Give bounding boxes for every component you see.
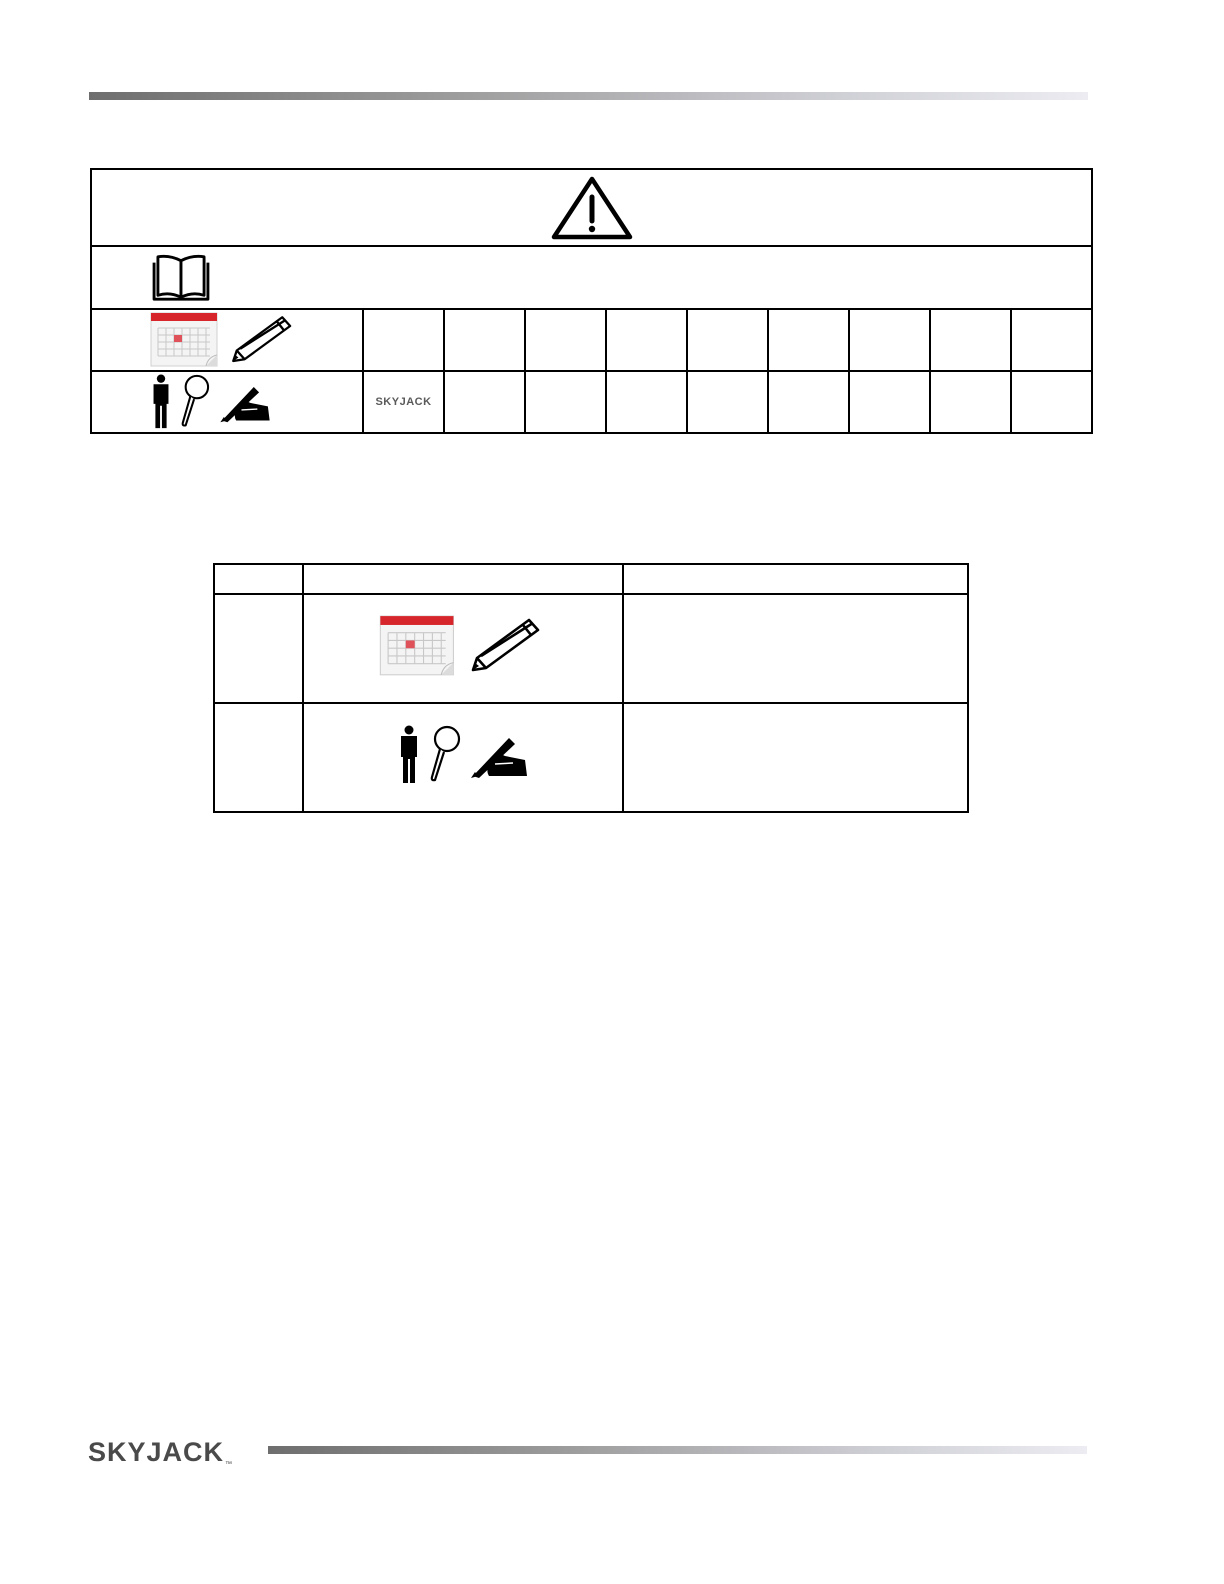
date-entry-cell[interactable] (1011, 309, 1092, 371)
signature-label-cell (91, 371, 363, 433)
footer-rule (268, 1446, 1087, 1454)
footer-logo (88, 1432, 232, 1468)
date-entry-cell[interactable] (525, 309, 606, 371)
signature-entry-cell[interactable] (606, 371, 687, 433)
key-icon-cell (303, 703, 623, 812)
key-description-cell (623, 703, 968, 812)
date-entry-cell[interactable] (768, 309, 849, 371)
key-header-cell (214, 564, 303, 594)
key-header-cell (623, 564, 968, 594)
signature-entry-cell[interactable] (849, 371, 930, 433)
manual-book-icon (150, 253, 212, 303)
trademark-mark: ™ (225, 1461, 233, 1468)
magnifier-icon (178, 374, 212, 430)
key-label-cell (214, 594, 303, 703)
person-icon (397, 725, 421, 785)
date-entry-cell[interactable] (687, 309, 768, 371)
key-label-cell (214, 703, 303, 812)
signature-entry-cell[interactable] (768, 371, 849, 433)
skyjack-stamp-logo: SKYJACK (375, 396, 432, 408)
signature-entry-cell[interactable] (525, 371, 606, 433)
signing-hand-icon (218, 380, 272, 424)
calendar-icon (150, 312, 220, 368)
date-entry-cell[interactable] (606, 309, 687, 371)
date-entry-cell[interactable] (363, 309, 444, 371)
magnifier-icon (427, 725, 463, 785)
warning-triangle-icon (550, 175, 634, 241)
key-description-cell (623, 594, 968, 703)
signature-entry-cell[interactable] (1011, 371, 1092, 433)
inspection-log-table (90, 168, 1093, 434)
date-entry-cell[interactable] (444, 309, 525, 371)
symbol-key-table (213, 563, 969, 813)
pencil-icon (228, 313, 298, 367)
person-icon (150, 374, 172, 430)
header-rule (89, 92, 1088, 100)
date-entry-cell[interactable] (930, 309, 1011, 371)
signature-entry-cell[interactable] (930, 371, 1011, 433)
signature-entry-cell[interactable] (444, 371, 525, 433)
signature-entry-cell[interactable] (363, 371, 444, 433)
date-label-cell (91, 309, 363, 371)
pencil-icon (467, 615, 547, 677)
calendar-icon (379, 615, 457, 677)
key-header-cell (303, 564, 623, 594)
warning-cell (91, 169, 1092, 246)
date-entry-cell[interactable] (849, 309, 930, 371)
key-icon-cell (303, 594, 623, 703)
skyjack-logo: SKYJACK (88, 1437, 225, 1467)
signing-hand-icon (469, 730, 529, 780)
manual-cell (91, 246, 1092, 309)
signature-entry-cell[interactable] (687, 371, 768, 433)
